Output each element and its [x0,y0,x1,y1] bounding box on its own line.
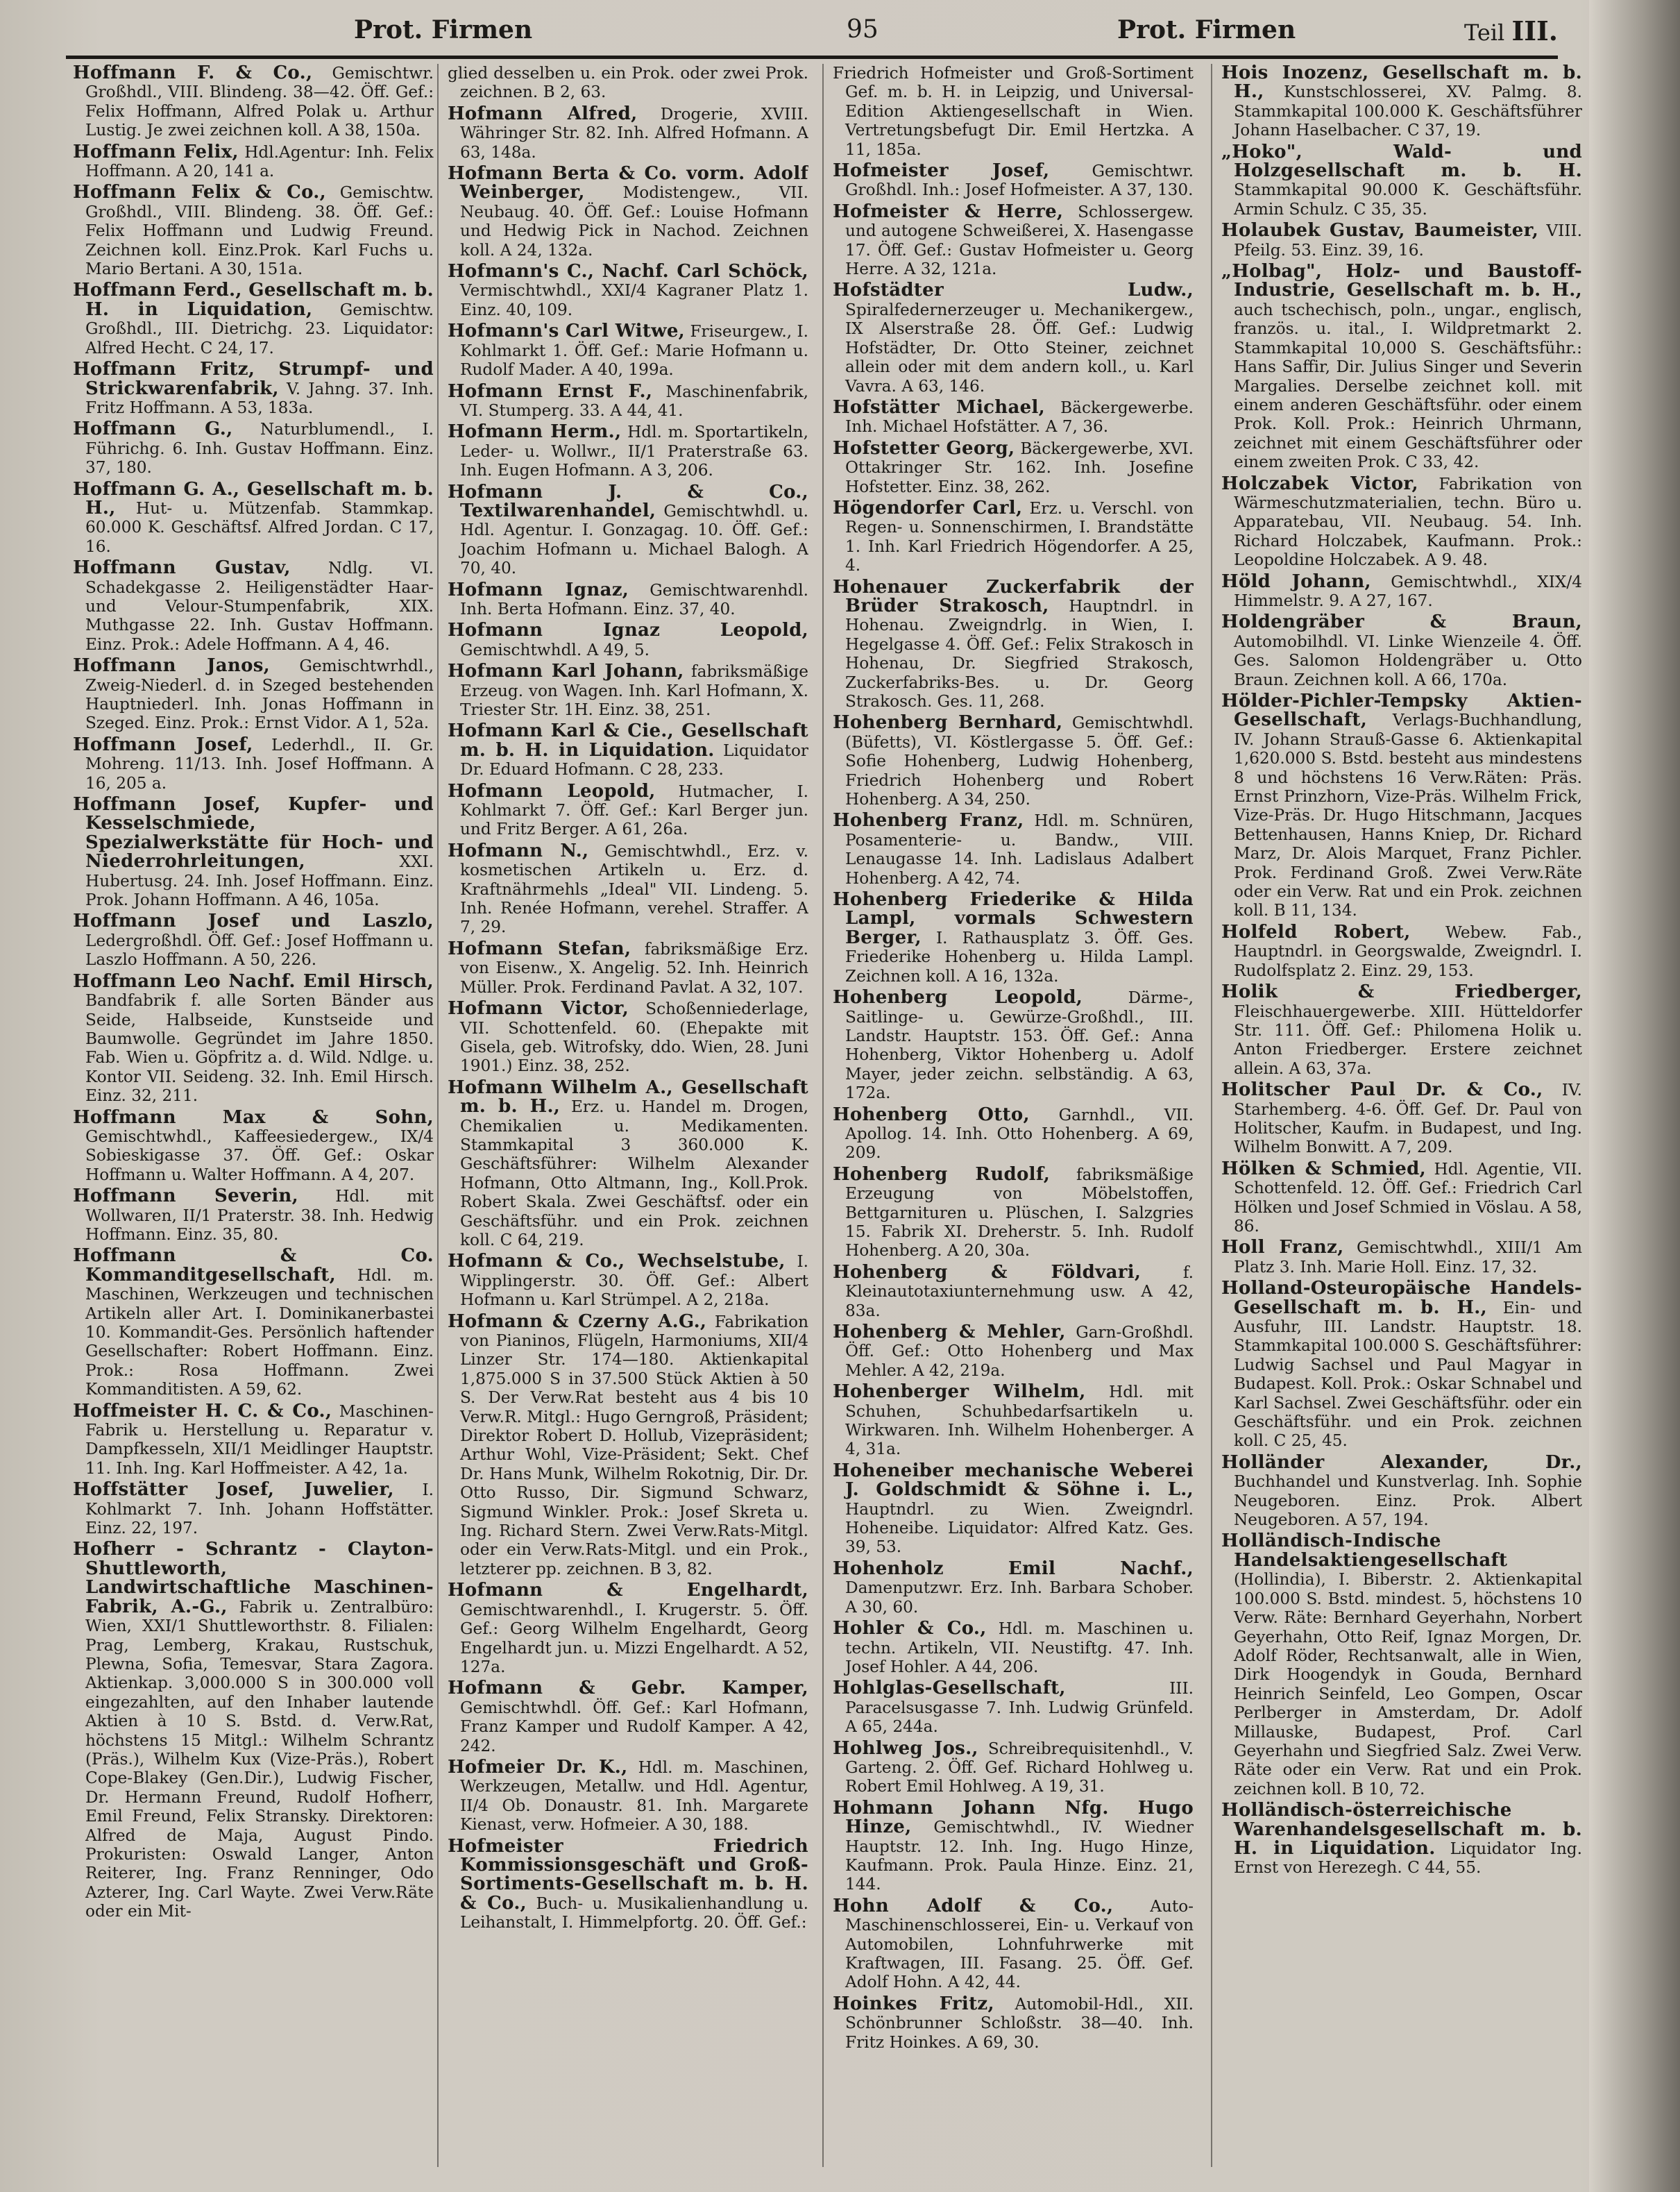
firm-details: V. Jahng. 37. Inh. Fritz Hoffmann. A 53, 183a. [85,379,434,417]
page-edge-shadow [1589,0,1680,2192]
firm-details: Erz. u. Verschl. von Regen- u. Sonnenschirmen, I. Brandstätte 1. Inh. Karl Friedrich Högendorfer. A 25, 4. [845,498,1194,575]
directory-entry [73,480,434,557]
firm-details: Schreibrequisitenhdl., V. Garteng. 2. Öff. Gef. Richard Hohlweg u. Robert Emil Hohlweg. A 19, 31. [845,1739,1194,1796]
directory-entry [833,1560,1194,1617]
directory-entry [833,1679,1194,1736]
firm-name: Hofmann Leopold, [448,780,656,802]
firm-name: Hofmann Herm., [448,421,622,443]
firm-name: Hofmann Stefan, [448,938,631,959]
firm-details: Modistengew., VII. Neubaug. 40. Öff. Gef.: Louise Hofmann und Hedwig Pick in Nachod. Zeichnen koll. A 24, 132a. [460,183,808,260]
firm-name: Hoinkes Fritz, [833,1993,994,2014]
firm-name: Hofmann Berta & Co. vorm. Adolf Weinberger, [448,163,808,203]
firm-name: Hofmann Karl & Cie., Gesellschaft m. b. H. in Liquidation. [448,720,808,761]
firm-name: Hofmann Ignaz, [448,579,629,600]
firm-name: Hofmeier Dr. K., [448,1756,628,1778]
firm-details: I. Kohlmarkt 7. Inh. Johann Hoffstätter. Einz. 22, 197. [85,1481,434,1538]
firm-details: Maschinenfabrik, VI. Stumperg. 33. A 44, 41. [460,382,808,420]
directory-entry [833,1995,1194,2052]
directory-entry [448,423,808,480]
directory-entry [448,581,808,619]
firm-details: Hdl. m. Maschinen, Werkzeugen, Metallw. und Hdl. Agentur, II/4 Ob. Donaustr. 81. Inh. Margarete Kienast, verw. Hofmeier. A 30, 188. [460,1757,808,1835]
directory-entry [1221,64,1582,140]
directory-entry [833,1263,1194,1320]
directory-entry [448,105,808,162]
firm-details: IV. Starhemberg. 4-6. Öff. Gef. Dr. Paul von Holitscher, Kaufm. in Budapest, und Ing. Wilhelm Bonwitt. A 7, 209. [1234,1081,1582,1157]
firm-details: Hdl. m. Maschinen, Werkzeugen und technischen Artikeln aller Art. I. Dominikanerbastei 10. Kommandit-Ges. Persönlich haftender Gesellschafter: Robert Hoffmann. Einz. Prok.: Rosa Hoffmann. Zwei Kommanditisten. A 59, 62. [85,1265,434,1399]
firm-name: Hohenberg & Mehler, [833,1322,1066,1342]
firm-name: Hoffmann F. & Co., [73,64,313,83]
firm-details: Webew. Fab., Hauptndrl. in Georgswalde, Zweigndrl. I. Rudolfsplatz 2. Einz. 29, 153. [1234,922,1582,980]
firm-details: Hauptndrl. zu Wien. Zweigndrl. Hoheneibe. Liquidator: Alfred Katz. Ges. 39, 53. [845,1499,1194,1557]
directory-entry [73,1540,434,1921]
column-divider [822,64,824,2167]
directory-entry [73,183,434,278]
directory-entry [448,483,808,578]
firm-name: Holdengräber & Braun, [1221,612,1582,633]
firm-name: Hoffmann Josef, Kupfer- und Kesselschmiede, Spezialwerkstätte für Hoch- und Niederrohrleitungen, [73,794,434,872]
header-rule [66,56,1558,59]
firm-name: Hofmann & Co., Wechselstube, [448,1251,786,1272]
directory-entry [448,782,808,839]
directory-entry [833,811,1194,888]
directory-entry [1221,475,1582,570]
firm-name: Hofmann Karl Johann, [448,661,684,682]
firm-name: Hofmeister Josef, [833,160,1050,182]
firm-name: „Holbag", Holz- und Baustoff-Industrie, Gesellschaft m. b. H., [1221,261,1582,301]
firm-name: Hofmann Wilhelm A., Gesellschaft m. b. H., [448,1077,808,1118]
firm-name: Hofstädter Ludw., [833,280,1194,301]
firm-details: Gemischtw. Großhdl., VIII. Blindeng. 38. Öff. Gef.: Felix Hoffmann und Ludwig Freund. Zeichnen koll. Einz.Prok. Karl Fuchs u. Mario Bertani. A 30, 151a. [85,183,434,279]
firm-details: Fleischhauergewerbe. XIII. Hütteldorfer Str. 111. Öff. Gef.: Philomena Holik u. Anton Friedberger. Erstere zeichnet allein. A 63, 37a. [1234,1002,1582,1078]
directory-entry [73,420,434,477]
directory-entry [73,281,434,357]
directory-entry [1221,1238,1582,1276]
directory-entry [73,1247,434,1399]
firm-details: I. Wipplingerstr. 30. Öff. Gef.: Albert Hofmann u. Karl Strümpel. A 2, 218a. [460,1252,808,1310]
firm-details: Vermischtwhdl., XXI/4 Kagraner Platz 1. Einz. 40, 109. [460,281,808,319]
firm-details: Drogerie, XVIII. Währinger Str. 82. Inh. Alfred Hofmann. A 63, 148a. [460,104,808,162]
firm-details: Gemischtwarenhdl. Inh. Berta Hofmann. Einz. 37, 40. [460,580,808,618]
firm-name: Holländer Alexander, Dr., [1221,1451,1582,1473]
firm-details: Gemischtwr. Großhdl. Inh.: Josef Hofmeister. A 37, 130. [845,162,1194,200]
firm-details: Hdl. Agentie, VII. Schottenfeld. 12. Öff. Gef.: Friedrich Carl Hölken und Josef Schmied in Vöslau. A 58, 86. [1234,1159,1582,1236]
firm-name: Hoffmann Gustav, [73,557,291,579]
firm-details: Lederhdl., II. Gr. Mohreng. 11/13. Inh. Josef Hoffmann. A 16, 205 a. [85,735,434,793]
firm-name: Hofmann & Czerny A.G., [448,1310,707,1332]
directory-entry [73,1402,434,1478]
firm-details: Maschinen-Fabrik u. Herstellung u. Reparatur v. Dampfkesseln, XII/1 Meidlinger Hauptstr. 11. Inh. Ing. Karl Hoffmeister. A 42, 1a. [85,1401,434,1478]
firm-name: Hofherr - Schrantz - Clayton-Shuttleworth, Landwirtschaftliche Maschinen-Fabrik, A.-G., [73,1539,434,1617]
firm-details: Verlags-Buchhandlung, IV. Johann Strauß-Gasse 6. Aktienkapital 1,620.000 S. Bstd. besteht aus mindestens 8 und höchstens 16 Verw.Räten: Präs. Ernst Prinzhorn, Vize-Präs. Wilhelm Frick, Vize-Präs. Dr. Hugo Hitschmann, Jacques Bettenhausen, Hanns Kniep, Dr. Richard Marz, Dr. Alois Marquet, Franz Pichler. Prok. Ferdinand Groß. Zwei Verw.Räte oder ein Verw. Rat und ein Prok. zeichnen koll. B 11, 134. [1234,711,1582,920]
firm-details: glied desselben u. ein Prok. oder zwei Prok. zeichnen. B 2, 63. [448,64,808,102]
directory-entry [448,1310,808,1579]
firm-name: Hohenberg Bernhard, [833,712,1063,734]
firm-name: Hohenberg Otto, [833,1104,1030,1125]
directory-entry [448,842,808,937]
firm-name: Hohenberger Wilhelm, [833,1381,1086,1403]
firm-name: Hohenberg Rudolf, [833,1163,1051,1185]
firm-name: „Hoko", Wald- und Holzgesellschaft m. b. H. [1221,141,1582,182]
firm-details: fabriksmäßige Erzeugung von Möbelstoffen, Bettgarnituren u. Plüschen, I. Salzgries 15. Fabrik XI. Dreherstr. 5. Inh. Rudolf Hohenberg. A 20, 30a. [845,1165,1194,1261]
firm-details: Fabrikation von Wärmeschutzmaterialien, techn. Büro u. Apparatebau, VII. Neubaug. 54. Inh. Richard Holczabek, Kaufmann. Prok.: Leopoldine Holczabek. A 9. 48. [1234,474,1582,570]
directory-entry [448,662,808,719]
firm-details: Gemischtwhdl., XIX/4 Himmelstr. 9. A 27, 167. [1234,572,1582,610]
firm-name: Hofmann & Gebr. Kamper, [448,1678,808,1699]
firm-name: Hofmann N., [448,840,589,861]
firm-details: Buchhandel und Kunstverlag. Inh. Sophie Neugeboren. Einz. Prok. Albert Neugeboren. A 57, 194. [1234,1472,1582,1530]
column-3 [833,64,1194,2181]
directory-entry [1221,1279,1582,1451]
firm-details: Gemischtwhdl. (Büfetts), VI. Köstlergasse 5. Öff. Gef.: Sofie Hohenberg, Ludwig Hohenberg, Friedrich Hohenberg und Robert Hohenberg. A 34, 250. [845,714,1194,809]
directory-entry [73,64,434,140]
firm-details: Hdl. m. Sportartikeln, Leder- u. Wollwr., II/1 Praterstraße 63. Inh. Eugen Hofmann. A 3, 206. [460,423,808,480]
firm-name: Hofstetter Georg, [833,437,1015,459]
firm-details: Stammkapital 90.000 K. Geschäftsführ. Armin Schulz. C 35, 35. [1234,180,1582,219]
firm-name: Hofmann Ernst F., [448,380,653,402]
firm-details: Gemischtwhdl. A 49, 5. [460,640,650,659]
directory-entry [833,1619,1194,1676]
directory-entry [73,1187,434,1244]
firm-details: Damenputzwr. Erz. Inh. Barbara Schober. A 30, 60. [845,1578,1194,1617]
firm-name: Hohenberg & Földvari, [833,1261,1142,1283]
firm-details: Friedrich Hofmeister und Groß-Sortiment Gef. m. b. H. in Leipzig, und Universal-Edition Aktiengesellschaft in Wien. Vertretungsbefugt Dir. Emil Hertzka. A 11, 185a. [833,64,1194,159]
directory-entry [448,165,808,260]
directory-entry [1221,1160,1582,1236]
firm-details: Liquidator Ing. Ernst von Herezegh. C 44, 55. [1234,1839,1582,1878]
firm-details: Schlossergew. und autogene Schweißerei, X. Hasengasse 17. Öff. Gef.: Gustav Hofmeister u. Georg Herre. A 32, 121a. [845,202,1194,279]
firm-name: Hofmann Victor, [448,998,629,1020]
directory-entry [1221,573,1582,611]
firm-name: Hofmeister & Herre, [833,201,1064,222]
directory-entry [448,722,808,779]
directory-entry [448,1758,808,1835]
part-indicator [1464,15,1558,47]
firm-details: Hauptndrl. in Hohenau. Zweigndrlg. in Wien, I. Hegelgasse 4. Öff. Gef.: Felix Strakosch in Hohenau, Dr. Siegfried Strakosch, Zuckerfabriks-Bes. u. Dr. Georg Strakosch. Ges. 11, 268. [845,596,1194,711]
header-right-title: Prot. Firmen [1117,15,1296,44]
directory-entry [833,203,1194,279]
firm-name: Hoheneiber mechanische Weberei J. Goldschmidt & Söhne i. L., [833,1460,1194,1501]
firm-name: Hofmann's C., Nachf. Carl Schöck, [448,261,808,283]
firm-details: Bäckergewerbe, XVI. Ottakringer Str. 162. Inh. Josefine Hofstetter. Einz. 38, 262. [845,439,1194,496]
firm-details: Automobilhdl. VI. Linke Wienzeile 4. Öff. Ges. Salomon Holdengräber u. Otto Braun. Zeichnen koll. A 66, 170a. [1234,632,1582,689]
directory-entry [1221,143,1582,219]
directory-entry [1221,1532,1582,1798]
firm-details: Hdl. mit Wollwaren, II/1 Praterstr. 38. Inh. Hedwig Hoffmann. Einz. 35, 80. [85,1187,434,1244]
firm-details: Gemischtwhdl., XIII/1 Am Platz 3. Inh. Marie Holl. Einz. 17, 32. [1234,1238,1582,1276]
firm-name: Hoffmann Felix & Co., [73,182,326,203]
directory-entry [1221,613,1582,689]
directory-entry [833,988,1194,1102]
firm-details: Hdl.Agentur: Inh. Felix Hoffmann. A 20, 141 a. [85,142,434,181]
directory-entry [833,398,1194,437]
firm-name: Hohenberg Leopold, [833,987,1083,1009]
directory-entry [833,1323,1194,1380]
firm-name: Hohenauer Zuckerfabrik der Brüder Strakosch, [833,576,1194,616]
firm-details: Fabrik u. Zentralbüro: Wien, XXI/1 Shuttleworthstr. 8. Filialen: Prag, Lemberg, Krakau, Rustschuk, Plewna, Sofia, Temesvar, Stara Zagora. Aktienkap. 3,000.000 S in 300.000 voll eingezahlten, auf den Inhaber lautende Aktien à 10 S. Bstd. d. Verw.Rat, höchstens 15 Mitgl.: Wilhelm Schrantz (Präs.), Wilhelm Kux (Vize-Präs.), Robert Cope-Blakey (Gen.Dir.), Ludwig Fischer, Dr. Hermann Freund, Rudolf Hofherr, Emil Freund, Felix Stransky. Direktoren: Alfred de Maja, August Pindo. Prokuristen: Oswald Langer, Anton Reiterer, Ing. Franz Renninger, Odo Azterer, Ing. Carl Wayte. Zwei Verw.Räte oder ein Mit- [85,1597,434,1921]
firm-details: Garn-Großhdl. Öff. Gef.: Otto Hohenberg und Max Mehler. A 42, 219a. [845,1323,1194,1380]
firm-name: Hoffmann Ferd., Gesellschaft m. b. H. in Liquidation, [73,280,434,320]
firm-name: Holländisch-österreichische Warenhandelsgesellschaft m. b. H. in Liquidation. [1221,1800,1582,1859]
directory-entry [833,1739,1194,1796]
firm-details: Gemischtw. Großhdl., III. Dietrichg. 23. Liquidator: Alfred Hecht. C 24, 17. [85,300,434,357]
directory-entry [448,1581,808,1676]
firm-name: Hoffmann Josef und Laszlo, [73,911,434,932]
directory-entry [833,714,1194,809]
firm-name: Hofmann Alfred, [448,103,638,124]
firm-details: Gemischtwr. Großhdl., VIII. Blindeng. 38—42. Öff. Gef.: Felix Hoffmann, Alfred Polak u. Arthur Lustig. Je zwei zeichnen koll. A 38, 150a. [85,64,434,140]
directory-entry [833,578,1194,711]
firm-name: Hofmann & Engelhardt, [448,1580,808,1601]
firm-details: Ledergroßhdl. Öff. Gef.: Josef Hoffmann u. Laszlo Hoffmann. A 50, 226. [85,931,434,970]
firm-details: Automobil-Hdl., XII. Schönbrunner Schloßstr. 38—40. Inh. Fritz Hoinkes. A 69, 30. [845,1994,1194,2052]
firm-name: Hohler & Co., [833,1618,987,1639]
firm-details: Kunstschlosserei, XV. Palmg. 8. Stammkapital 100.000 K. Geschäftsführer Johann Haselbacher. C 37, 19. [1234,83,1582,140]
firm-details: Hutmacher, I. Kohlmarkt 7. Öff. Gef.: Karl Berger jun. und Fritz Berger. A 61, 26a. [460,782,808,839]
firm-name: Holitscher Paul Dr. & Co., [1221,1079,1543,1101]
firm-details: Schoßenniederlage, VII. Schottenfeld. 60. (Ehepakte mit Gisela, geb. Witrofsky, ddo. Wien, 28. Juni 1901.) Einz. 38, 252. [460,1000,808,1076]
firm-name: Hoffstätter Josef, Juwelier, [73,1479,394,1501]
firm-name: Hoffmann & Co. Kommanditgesellschaft, [73,1245,434,1285]
firm-name: Holik & Friedberger, [1221,981,1582,1003]
firm-name: Hofmann Ignaz Leopold, [448,620,808,641]
firm-details: Hdl. m. Schnüren, Posamenterie- u. Bandw., VIII. Lenaugasse 14. Inh. Ladislaus Adalbert Hohenberg. A 42, 74. [845,811,1194,888]
directory-entry [448,1000,808,1076]
firm-name: Hoffmann Janos, [73,655,271,677]
directory-entry [833,1106,1194,1163]
firm-name: Hofstätter Michael, [833,396,1046,418]
firm-details: fabriksmäßige Erz. von Eisenw., X. Angelig. 52. Inh. Heinrich Müller. Prok. Ferdinand Pavlat. A 32, 107. [460,939,808,997]
directory-entry [833,891,1194,986]
firm-name: Holland-Osteuropäische Handels-Gesellschaft m. b. H., [1221,1278,1582,1318]
directory-entry [73,657,434,733]
directory-entry [1221,1081,1582,1157]
firm-name: Höld Johann, [1221,571,1371,592]
directory-entry [833,1897,1194,1992]
firm-name: Hoffmann Fritz, Strumpf- und Strickwarenfabrik, [73,359,434,399]
firm-details: Auto-Maschinenschlosserei, Ein- u. Verkauf von Automobilen, Lohnfuhrwerke mit Kraftwagen, III. Fasang. 25. Öff. Gef. Adolf Hohn. A 42, 44. [845,1896,1194,1992]
firm-name: Holfeld Robert, [1221,921,1411,943]
firm-details: Friseurgew., I. Kohlmarkt 1. Öff. Gef.: Marie Hofmann u. Rudolf Mader. A 40, 199a. [460,322,808,380]
header-left-title: Prot. Firmen [354,15,533,44]
directory-entry [833,499,1194,575]
firm-details: VIII. Pfeilg. 53. Einz. 39, 16. [1234,221,1582,260]
firm-details: auch tschechisch, poln., ungar., englisch, französ. u. ital., I. Wildpretmarkt 2. Stammkapital 10,000 S. Geschäftsführ.: Hans Saffir, Dir. Julius Singer und Severin Margalies. Derselbe zeichnet koll. mit einem anderen Geschäftsführ. oder einem Prok. Koll. Prok.: Heinrich Uhrmann, zeichnet mit einem Geschäftsführer oder einem zweiten Prok. C 33, 42. [1234,300,1582,472]
firm-details: Buch- u. Musikalienhandlung u. Leihanstalt, I. Himmelpfortg. 20. Öff. Gef.: [460,1894,808,1932]
directory-entry [1221,983,1582,1078]
firm-details: Gemischtwarenhdl., I. Krugerstr. 5. Öff. Gef.: Georg Wilhelm Engelhardt, Georg Engelhardt jun. u. Mizzi Engelhardt. A 52, 127a. [460,1600,808,1676]
column-divider [437,64,439,2167]
directory-entry [448,1679,808,1755]
firm-name: Hoffmann Felix, [73,141,239,162]
firm-name: Hohenberg Franz, [833,810,1024,832]
firm-details: fabriksmäßige Erzeug. von Wagen. Inh. Karl Hofmann, X. Triester Str. 1H. Einz. 38, 251. [460,662,808,719]
directory-entry [1221,692,1582,920]
directory-entry [448,262,808,319]
directory-entry [73,736,434,793]
firm-name: Hoffmann Leo Nachf. Emil Hirsch, [73,970,434,992]
directory-entry [73,1481,434,1537]
firm-name: Hofmeister Friedrich Kommissionsgeschäft und Groß-Sortiments-Gesellschaft m. b. H. & Co., [448,1835,808,1914]
directory-entry [448,1837,808,1932]
firm-details: III. Paracelsusgasse 7. Inh. Ludwig Grünfeld. A 65, 244a. [845,1679,1194,1737]
firm-name: Hofmann's Carl Witwe, [448,321,686,342]
firm-name: Hofmann J. & Co., Textilwarenhandel, [448,481,808,521]
firm-details: Bandfabrik f. alle Sorten Bänder aus Seide, Halbseide, Kunstseide und Baumwolle. Gegründet im Jahre 1850. Fab. Wien u. Göpfritz a. d. Wild. Ndlge. u. Kontor VII. Seideng. 32. Inh. Emil Hirsch. Einz. 32, 211. [85,991,434,1106]
column-4 [1221,64,1582,2181]
firm-details: Hdl. mit Schuhen, Schuhbedarfsartikeln u. Wirkwaren. Inh. Wilhelm Hohenberger. A 4, 31a. [845,1383,1194,1459]
firm-details: Gemischtwrhdl., Zweig-Niederl. d. in Szeged bestehenden Hauptniederl. Inh. Jonas Hoffmann in Szeged. Einz. Prok.: Ernst Vidor. A 1, 52a. [85,657,434,733]
firm-details: Liquidator Dr. Eduard Hofmann. C 28, 233. [460,741,808,779]
firm-name: Hohlweg Jos., [833,1737,978,1759]
directory-entry [1221,1453,1582,1530]
firm-name: Holczabek Victor, [1221,473,1418,494]
firm-name: Hölder-Pichler-Tempsky Aktien-Gesellschaft, [1221,691,1582,731]
firm-name: Hoffmann Josef, [73,734,253,755]
firm-details: f. Kleinautotaxiunternehmung usw. A 42, 83a. [845,1263,1194,1320]
firm-details: Gemischtwhdl. Öff. Gef.: Karl Hofmann, Franz Kamper und Rudolf Kamper. A 42, 242. [460,1698,808,1755]
firm-name: Hohmann Johann Nfg. Hugo Hinze, [833,1797,1194,1838]
firm-details: Naturblumendl., I. Führichg. 6. Inh. Gustav Hoffmann. Einz. 37, 180. [85,420,434,478]
directory-entry [448,621,808,659]
firm-details: (Hollindia), I. Biberstr. 2. Aktienkapital 100.000 S. Bstd. mindest. 5, höchstens 10 Verw. Räte: Bernhard Geyerhahn, Norbert Geyerhahn, Otto Reif, Ignaz Morgen, Dr. Adolf Röder, Rechtsanwalt, alle in Wien, Dirk Hoogendyk in Gouda, Bernhard Heinrich Seinfeld, Leo Gompen, Oscar Perlberger in Amsterdam, Dr. Adolf Millauske, Budapest, Prof. Carl Geyerhahn und Siegfried Salz. Zwei Verw. Räte oder ein Verw. Rat und ein Prok. zeichnen koll. B 10, 72. [1234,1570,1582,1798]
firm-name: Hohlglas-Gesellschaft, [833,1678,1066,1699]
directory-entry [73,912,434,969]
firm-name: Hohn Adolf & Co., [833,1895,1114,1916]
directory-entry [1221,923,1582,980]
directory-entry [73,972,434,1106]
firm-name: Hoffmann Severin, [73,1186,298,1207]
directory-entry [833,1462,1194,1557]
directory-entry [1221,221,1582,260]
directory-entry [833,439,1194,496]
firm-name: Hoffmann Max & Sohn, [73,1106,434,1128]
firm-name: Holländisch-Indische Handelsaktiengesellschaft [1221,1531,1508,1571]
firm-details: XXI. Hubertusg. 24. Inh. Josef Hoffmann. Einz. Prok. Johann Hoffmann. A 46, 105a. [85,852,434,910]
directory-entry [833,1383,1194,1459]
firm-details: Gemischtwhdl. u. Hdl. Agentur. I. Gonzagag. 10. Öff. Gef.: Joachim Hofmann u. Michael Balogh. A 70, 40. [460,501,808,578]
column-2 [448,64,808,2181]
firm-details: Gemischtwhdl., IV. Wiedner Hauptstr. 12. Inh. Ing. Hugo Hinze, Kaufmann. Prok. Paula Hinze. Einz. 21, 144. [845,1818,1194,1894]
directory-entry [448,382,808,421]
part-number: III. [1511,15,1558,47]
page-header [42,6,1638,54]
firm-details: Bäckergewerbe. Inh. Michael Hofstätter. A 7, 36. [845,398,1194,437]
firm-details: Ndlg. VI. Schadekgasse 2. Heiligenstädter Haar- und Velour-Stumpenfabrik, XIX. Muthgasse 22. Inh. Gustav Hoffmann. Einz. Prok.: Adele Hoffmann. A 4, 46. [85,559,434,654]
column-1 [73,64,434,2181]
firm-name: Hölken & Schmied, [1221,1158,1426,1179]
directory-entry [1221,262,1582,471]
firm-name: Högendorfer Carl, [833,497,1023,519]
firm-details: Fabrikation von Pianinos, Flügeln, Harmoniums, XII/4 Linzer Str. 174—180. Aktienkapital 1,875.000 S in 37.500 Stück Aktien à 50 S. Der Verw.Rat besteht aus 4 bis 10 Verw.R. Mitgl.: Hugo Gerngroß, Präsident; Direktor Robert D. Hollub, Vizepräsident; Arthur Wohl, Vize-Präsident; Sekt. Chef Dr. Hans Munk, Wilhelm Rokotnig, Dir. Dr. Otto Russo, Dir. Sigmund Schwarz, Sigmund Winkler. Prok.: Josef Skreta u. Ing. Richard Stern. Zwei Verw.Rats-Mitgl. oder ein Verw.Rats-Mitgl. und ein Prok., letzterer pp. zeichnen. B 3, 82. [460,1312,808,1578]
directory-entry [833,1165,1194,1261]
firm-name: Hois Inozenz, Gesellschaft m. b. H., [1221,64,1582,103]
directory-entry [833,1799,1194,1894]
directory-entry [448,322,808,379]
firm-details: Ein- und Ausfuhr, III. Landstr. Hauptstr. 18. Stammkapital 100.000 S. Geschäftsführer: Ludwig Sachsel und Paul Magyar in Budapest. Koll. Prok.: Oskar Schnabel und Karl Sachsel. Zwei Geschäftsführ. oder ein Geschäftsführ. und ein Prok. zeichnen koll. C 25, 45. [1234,1298,1582,1451]
directory-entry [448,64,808,102]
firm-name: Hoffmann G. A., Gesellschaft m. b. H., [73,478,434,519]
firm-details: Spiralfedernerzeuger u. Mechanikergew., IX Alserstraße 28. Öff. Gef.: Ludwig Hofstädter, Dr. Otto Steiner, zeichnet allein oder mit dem andern koll., u. Karl Vavra. A 63, 146. [845,300,1194,396]
firm-name: Hohenholz Emil Nachf., [833,1558,1194,1579]
part-label: Teil [1464,19,1505,46]
firm-name: Hohenberg Friederike & Hilda Lampl, vormals Schwestern Berger, [833,889,1194,948]
directory-entry [1221,1801,1582,1878]
firm-details: Därme-, Saitlinge- u. Gewürze-Großhdl., III. Landstr. Hauptstr. 153. Öff. Gef.: Anna Hohenberg, Viktor Hohenberg u. Adolf Mayer, jeder zeichn. selbständig. A 63, 172a. [845,988,1194,1103]
firm-details: Gemischtwhdl., Erz. v. kosmetischen Artikeln u. Erz. d. Kraftnährmehls „Ideal" VII. Lindeng. 5. Inh. Renée Hofmann, verehel. Straffer. A 7, 29. [460,841,808,937]
directory-entry [73,143,434,181]
firm-details: Gemischtwhdl., Kaffeesiedergew., IX/4 Sobieskigasse 37. Öff. Gef.: Oskar Hoffmann u. Walter Hoffmann. A 4, 207. [85,1127,434,1184]
directory-entry [833,64,1194,159]
firm-details: Hdl. m. Maschinen u. techn. Artikeln, VII. Neustiftg. 47. Inh. Josef Hohler. A 44, 206. [845,1619,1194,1676]
directory-entry [833,162,1194,200]
firm-details: Erz. u. Handel m. Drogen, Chemikalien u. Medikamenten. Stammkapital 3 360.000 K. Geschäftsführer: Wilhelm Alexander Hofmann, Otto Altmann, Ing., Koll.Prok. Robert Skala. Zwei Geschäftsf. oder ein Geschäftsführ. und ein Prok. zeichnen koll. C 64, 219. [460,1097,808,1249]
firm-details: I. Rathausplatz 3. Öff. Ges. Friederike Hohenberg u. Hilda Lampl. Zeichnen koll. A 16, 132a. [845,928,1194,986]
directory-entry [73,795,434,909]
firm-name: Holaubek Gustav, Baumeister, [1221,220,1539,242]
directory-entry [73,559,434,654]
column-divider [1211,64,1212,2167]
firm-details: Garnhdl., VII. Apollog. 14. Inh. Otto Hohenberg. A 69, 209. [845,1105,1194,1163]
directory-entry [73,1108,434,1185]
page-number: 95 [847,15,879,44]
directory-entry [448,940,808,997]
firm-name: Hoffmeister H. C. & Co., [73,1400,332,1422]
directory-entry [448,1252,808,1309]
directory-entry [448,1079,808,1250]
firm-name: Holl Franz, [1221,1237,1344,1258]
directory-entry [833,281,1194,395]
firm-details: Hut- u. Mützenfab. Stammkap. 60.000 K. Geschäftsf. Alfred Jordan. C 17, 16. [85,498,434,556]
firm-name: Hoffmann G., [73,419,233,440]
directory-entry [73,360,434,417]
